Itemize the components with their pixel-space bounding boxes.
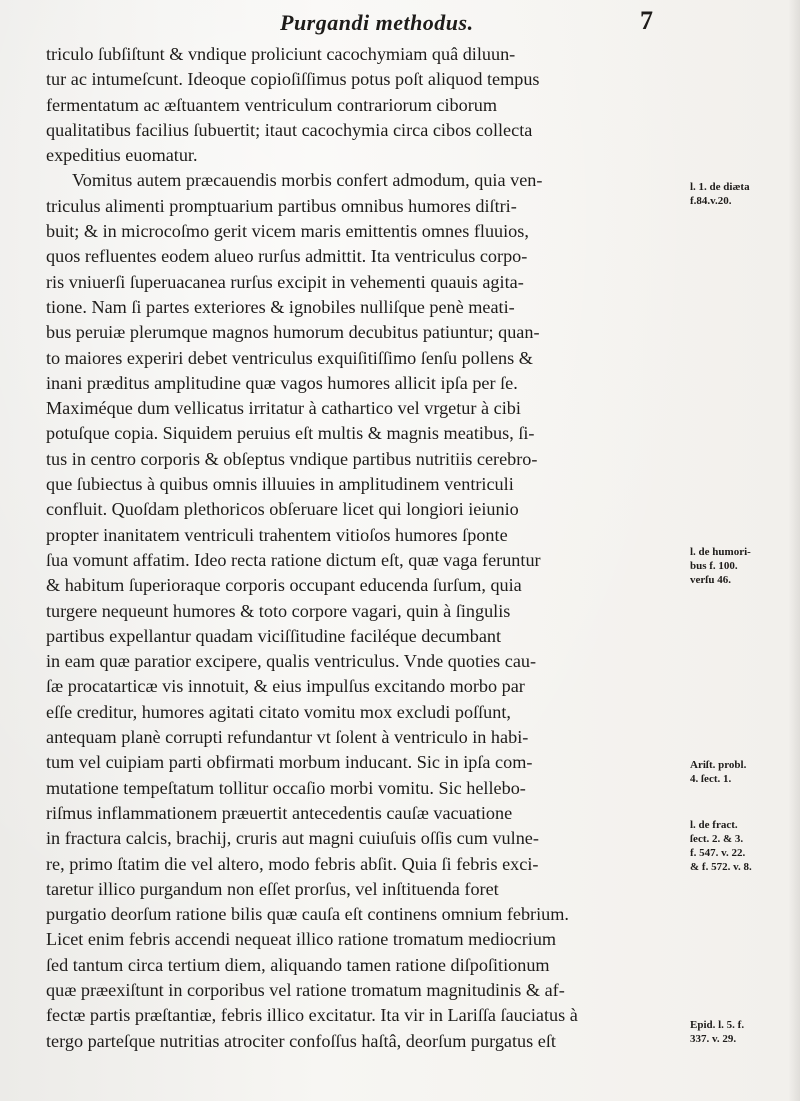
text-line: partibus expellantur quadam viciſſitudine faciléque decumbant [46, 625, 502, 646]
margin-note-aristoteles [690, 758, 746, 786]
margin-notes [690, 0, 800, 1101]
text-line: inani præditus amplitudine quæ vagos humores allicit ipſa per ſe. [46, 372, 518, 393]
text-line: potuſque copia. Siquidem peruius eſt multis & magnis meatibus, ſi- [46, 423, 535, 444]
margin-note-line: verſu 46. [690, 574, 731, 586]
text-line: tus in centro corporis & obſeptus vndique partibus nutritiis cerebro- [46, 448, 538, 469]
margin-note-line: bus f. 100. [690, 560, 738, 572]
margin-note-humoribus [690, 545, 751, 587]
text-line: taretur illico purgandum non eſſet prorſus, vel inſtituenda foret [46, 878, 499, 899]
text-line: in eam quæ paratior excipere, qualis ventriculus. Vnde quoties cau- [46, 651, 537, 672]
margin-note-epidemiae [690, 1018, 744, 1046]
text-line: antequam planè corrupti refundantur vt ſolent à ventriculo in habi- [46, 727, 529, 748]
text-line: quos refluentes eodem alueo rurſus admittit. Ita ventriculus corpo- [46, 246, 528, 267]
paragraph-start-line: Vomitus autem præcauendis morbis confert admodum, quia ven- [72, 170, 543, 191]
text-line: fectæ partis præſtantiæ, febris illico excitatur. Ita vir in Lariſſa ſauciatus à [46, 1005, 578, 1026]
text-line: Licet enim febris accendi nequeat illico ratione tromatum mediocrium [46, 929, 557, 950]
margin-note-line: ſect. 2. & 3. [690, 833, 744, 845]
margin-note-line: & f. 572. v. 8. [690, 861, 752, 873]
margin-note-line: l. de humori- [690, 546, 751, 558]
text-line: propter inanitatem ventriculi trahentem vitioſos humores ſponte [46, 524, 508, 545]
text-line: confluit. Quoſdam plethoricos obſeruare licet qui longiori ieiunio [46, 499, 519, 520]
margin-note-line: 4. ſect. 1. [690, 773, 732, 785]
text-line: buit; & in microcoſmo gerit vicem maris emittentis omnes fluuios, [46, 221, 529, 242]
text-line: Maximéque dum vellicatus irritatur à cathartico vel vrgetur à cibi [46, 398, 521, 419]
text-line: re, primo ſtatim die vel altero, modo febris abſit. Quia ſi febris exci- [46, 853, 539, 874]
text-line: ſua vomunt affatim. Ideo recta ratione dictum eſt, quæ vaga feruntur [46, 549, 541, 570]
margin-note-diaeta [690, 180, 750, 208]
margin-note-line: f. 547. v. 22. [690, 847, 746, 859]
main-text-block [46, 42, 684, 1054]
text-line: qualitatibus facilius ſubuertit; itaut cacochymia circa cibos collecta [46, 119, 533, 140]
text-line: ſed tantum circa tertium diem, aliquando tamen ratione diſpoſitionum [46, 954, 550, 975]
text-line: ris vniuerſi ſuperuacanea rurſus excipit in vehementi quauis agita- [46, 271, 524, 292]
page-header [0, 6, 800, 36]
text-line: triculo ſubſiſtunt & vndique proliciunt cacochymiam quâ diluun- [46, 44, 516, 64]
margin-note-line: 337. v. 29. [690, 1033, 737, 1045]
text-line: & habitum ſuperioraque corporis occupant educenda ſurſum, quia [46, 575, 522, 596]
text-line: tum vel cuipiam parti obfirmati morbum inducant. Sic in ipſa com- [46, 752, 533, 773]
page-number: 7 [640, 6, 653, 35]
text-line: expeditius euomatur. [46, 145, 198, 166]
margin-note-line: l. 1. de diæta [690, 181, 750, 193]
margin-note-line: Epid. l. 5. f. [690, 1019, 745, 1031]
text-line: eſſe creditur, humores agitati citato vomitu mox excludi poſſunt, [46, 701, 511, 722]
text-line: turgere nequeunt humores & toto corpore vagari, quin à ſingulis [46, 600, 511, 621]
margin-note-fracturis [690, 818, 752, 874]
text-line: quæ præexiſtunt in corporibus vel ratione tromatum magnitudinis & af- [46, 979, 565, 1000]
text-line: ſæ procatarticæ vis innotuit, & eius impulſus excitando morbo par [46, 676, 525, 697]
text-line: bus peruiæ plerumque magnos humorum decubitus patiuntur; quan- [46, 322, 540, 343]
text-line: tur ac intumeſcunt. Ideoque copioſiſſimus potus poſt aliquod tempus [46, 69, 540, 90]
text-line: purgatio deorſum ratione bilis quæ cauſa eſt continens omnium febrium. [46, 904, 569, 925]
text-line: tergo parteſque nutritias atrociter confoſſus haſtâ, deorſum purgatus eſt [46, 1030, 556, 1051]
text-line: to maiores experiri debet ventriculus exquiſitiſſimo ſenſu pollens & [46, 347, 533, 368]
text-line: riſmus inflammationem præuertit antecedentis cauſæ vacuatione [46, 802, 513, 823]
margin-note-line: f.84.v.20. [690, 195, 732, 207]
running-head: Purgandi methodus. [280, 10, 474, 35]
text-line: tione. Nam ſi partes exteriores & ignobiles nulliſque penè meati- [46, 296, 515, 317]
text-line: in fractura calcis, brachij, cruris aut magni cuiuſuis oſſis cum vulne- [46, 828, 539, 849]
text-line: que ſubiectus à quibus omnis illuuies in amplitudinem ventriculi [46, 474, 514, 495]
margin-note-line: Ariſt. probl. [690, 759, 747, 771]
margin-note-line: l. de fract. [690, 819, 738, 831]
text-line: fermentatum ac æſtuantem ventriculum contrariorum ciborum [46, 94, 498, 115]
text-line: mutatione tempeſtatum tollitur occaſio morbi vomitu. Sic hellebo- [46, 777, 526, 798]
text-line: triculus alimenti promptuarium partibus omnibus humores diſtri- [46, 195, 517, 216]
page-edge-shadow [788, 0, 800, 1101]
